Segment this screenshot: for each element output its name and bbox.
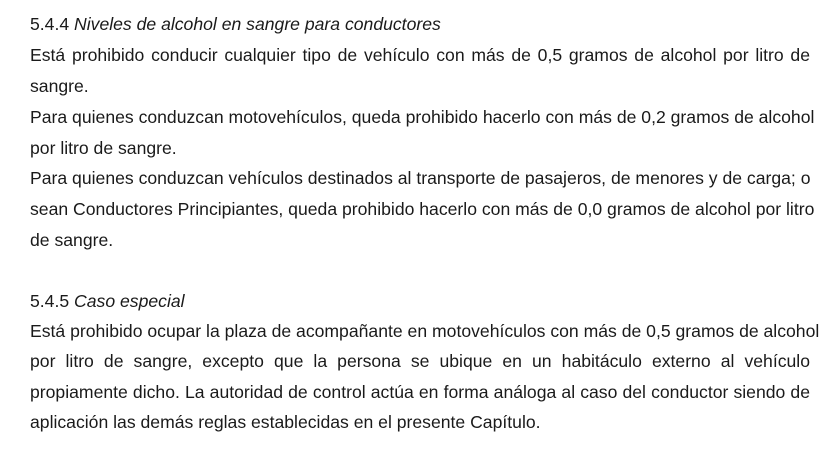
paragraph-line: de sangre. xyxy=(30,230,114,250)
paragraph-line: por litro de sangre. xyxy=(30,138,177,158)
section-title: Caso especial xyxy=(74,291,185,311)
section-title: Niveles de alcohol en sangre para conductores xyxy=(74,14,441,34)
section-heading-5-4-4 xyxy=(30,13,441,35)
section-number: 5.4.4 xyxy=(30,14,70,34)
paragraph-line: Está prohibido ocupar la plaza de acompañante en motovehículos con más de 0,5 gramos de alcohol xyxy=(30,321,820,341)
paragraph-line: aplicación las demás reglas establecidas en el presente Capítulo. xyxy=(30,412,541,432)
section-number: 5.4.5 xyxy=(30,291,70,311)
paragraph-line: sean Conductores Principiantes, queda prohibido hacerlo con más de 0,0 gramos de alcohol por litro xyxy=(30,199,815,219)
paragraph-line: por litro de sangre, excepto que la persona se ubique en un habitáculo externo al vehículo xyxy=(30,351,810,371)
paragraph-line: Para quienes conduzcan vehículos destinados al transporte de pasajeros, de menores y de carga; o xyxy=(30,168,811,188)
paragraph-line: sangre. xyxy=(30,76,89,96)
section-heading-5-4-5 xyxy=(30,290,185,312)
paragraph-line: Para quienes conduzcan motovehículos, queda prohibido hacerlo con más de 0,2 gramos de alcohol xyxy=(30,107,815,127)
paragraph-line: Está prohibido conducir cualquier tipo de vehículo con más de 0,5 gramos de alcohol por litro de xyxy=(30,45,810,65)
paragraph-line: propiamente dicho. La autoridad de control actúa en forma análoga al caso del conductor siendo de xyxy=(30,382,810,402)
